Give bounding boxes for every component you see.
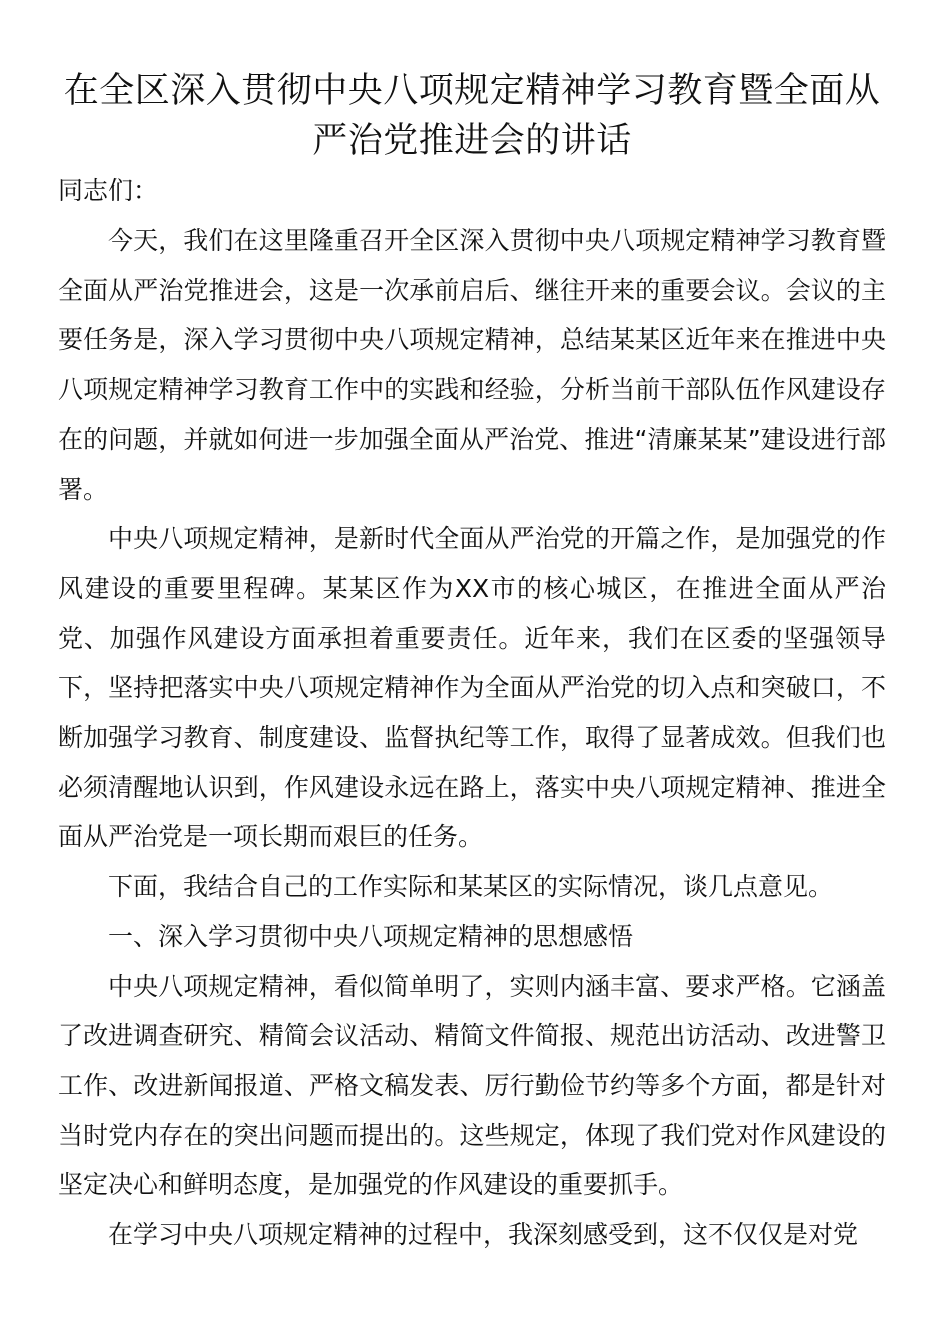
paragraph-section-1-continued: 在学习中央八项规定精神的过程中，我深刻感受到，这不仅仅是对党 — [108, 1220, 859, 1250]
paragraph-transition: 下面，我结合自己的工作实际和某某区的实际情况，谈几点意见。 — [108, 872, 834, 902]
salutation: 同志们： — [58, 176, 159, 205]
document-title: 在全区深入贯彻中央八项规定精神学习教育暨全面从严治党推进会的讲话 — [63, 71, 881, 161]
paragraph-background: 中央八项规定精神，是新时代全面从严治党的开篇之作，是加强党的作风建设的重要里程碑。某某区作为XX市的核心城区，在推进全面从严治党、加强作风建设方面承担着重要责任。近年来，我们在区委的坚强领导下，坚持把落实中央八项规定精神作为全面从严治党的切入点和突破口，不断加强学习教育、制度建设、监督执纪等工作，取得了显著成效。但我们也必须清醒地认识到，作风建设永远在路上，落实中央八项规定精神、推进全面从严治党是一项长期而艰巨的任务。 — [58, 524, 886, 852]
section-heading-1: 一、深入学习贯彻中央八项规定精神的思想感悟 — [108, 921, 634, 951]
paragraph-section-1: 中央八项规定精神，看似简单明了，实则内涵丰富、要求严格。它涵盖了改进调查研究、精简会议活动、精简文件简报、规范出访活动、改进警卫工作、改进新闻报道、严格文稿发表、厉行勤俭节约等多个方面，都是针对当时党内存在的突出问题而提出的。这些规定，体现了我们党对作风建设的坚定决心和鲜明态度，是加强党的作风建设的重要抓手。 — [58, 971, 886, 1200]
paragraph-opening: 今天，我们在这里隆重召开全区深入贯彻中央八项规定精神学习教育暨全面从严治党推进会，这是一次承前启后、继往开来的重要会议。会议的主要任务是，深入学习贯彻中央八项规定精神，总结某某区近年来在推进中央八项规定精神学习教育工作中的实践和经验，分析当前干部队伍作风建设存在的问题，并就如何进一步加强全面从严治党、推进“清廉某某”建设进行部署。 — [58, 226, 886, 504]
